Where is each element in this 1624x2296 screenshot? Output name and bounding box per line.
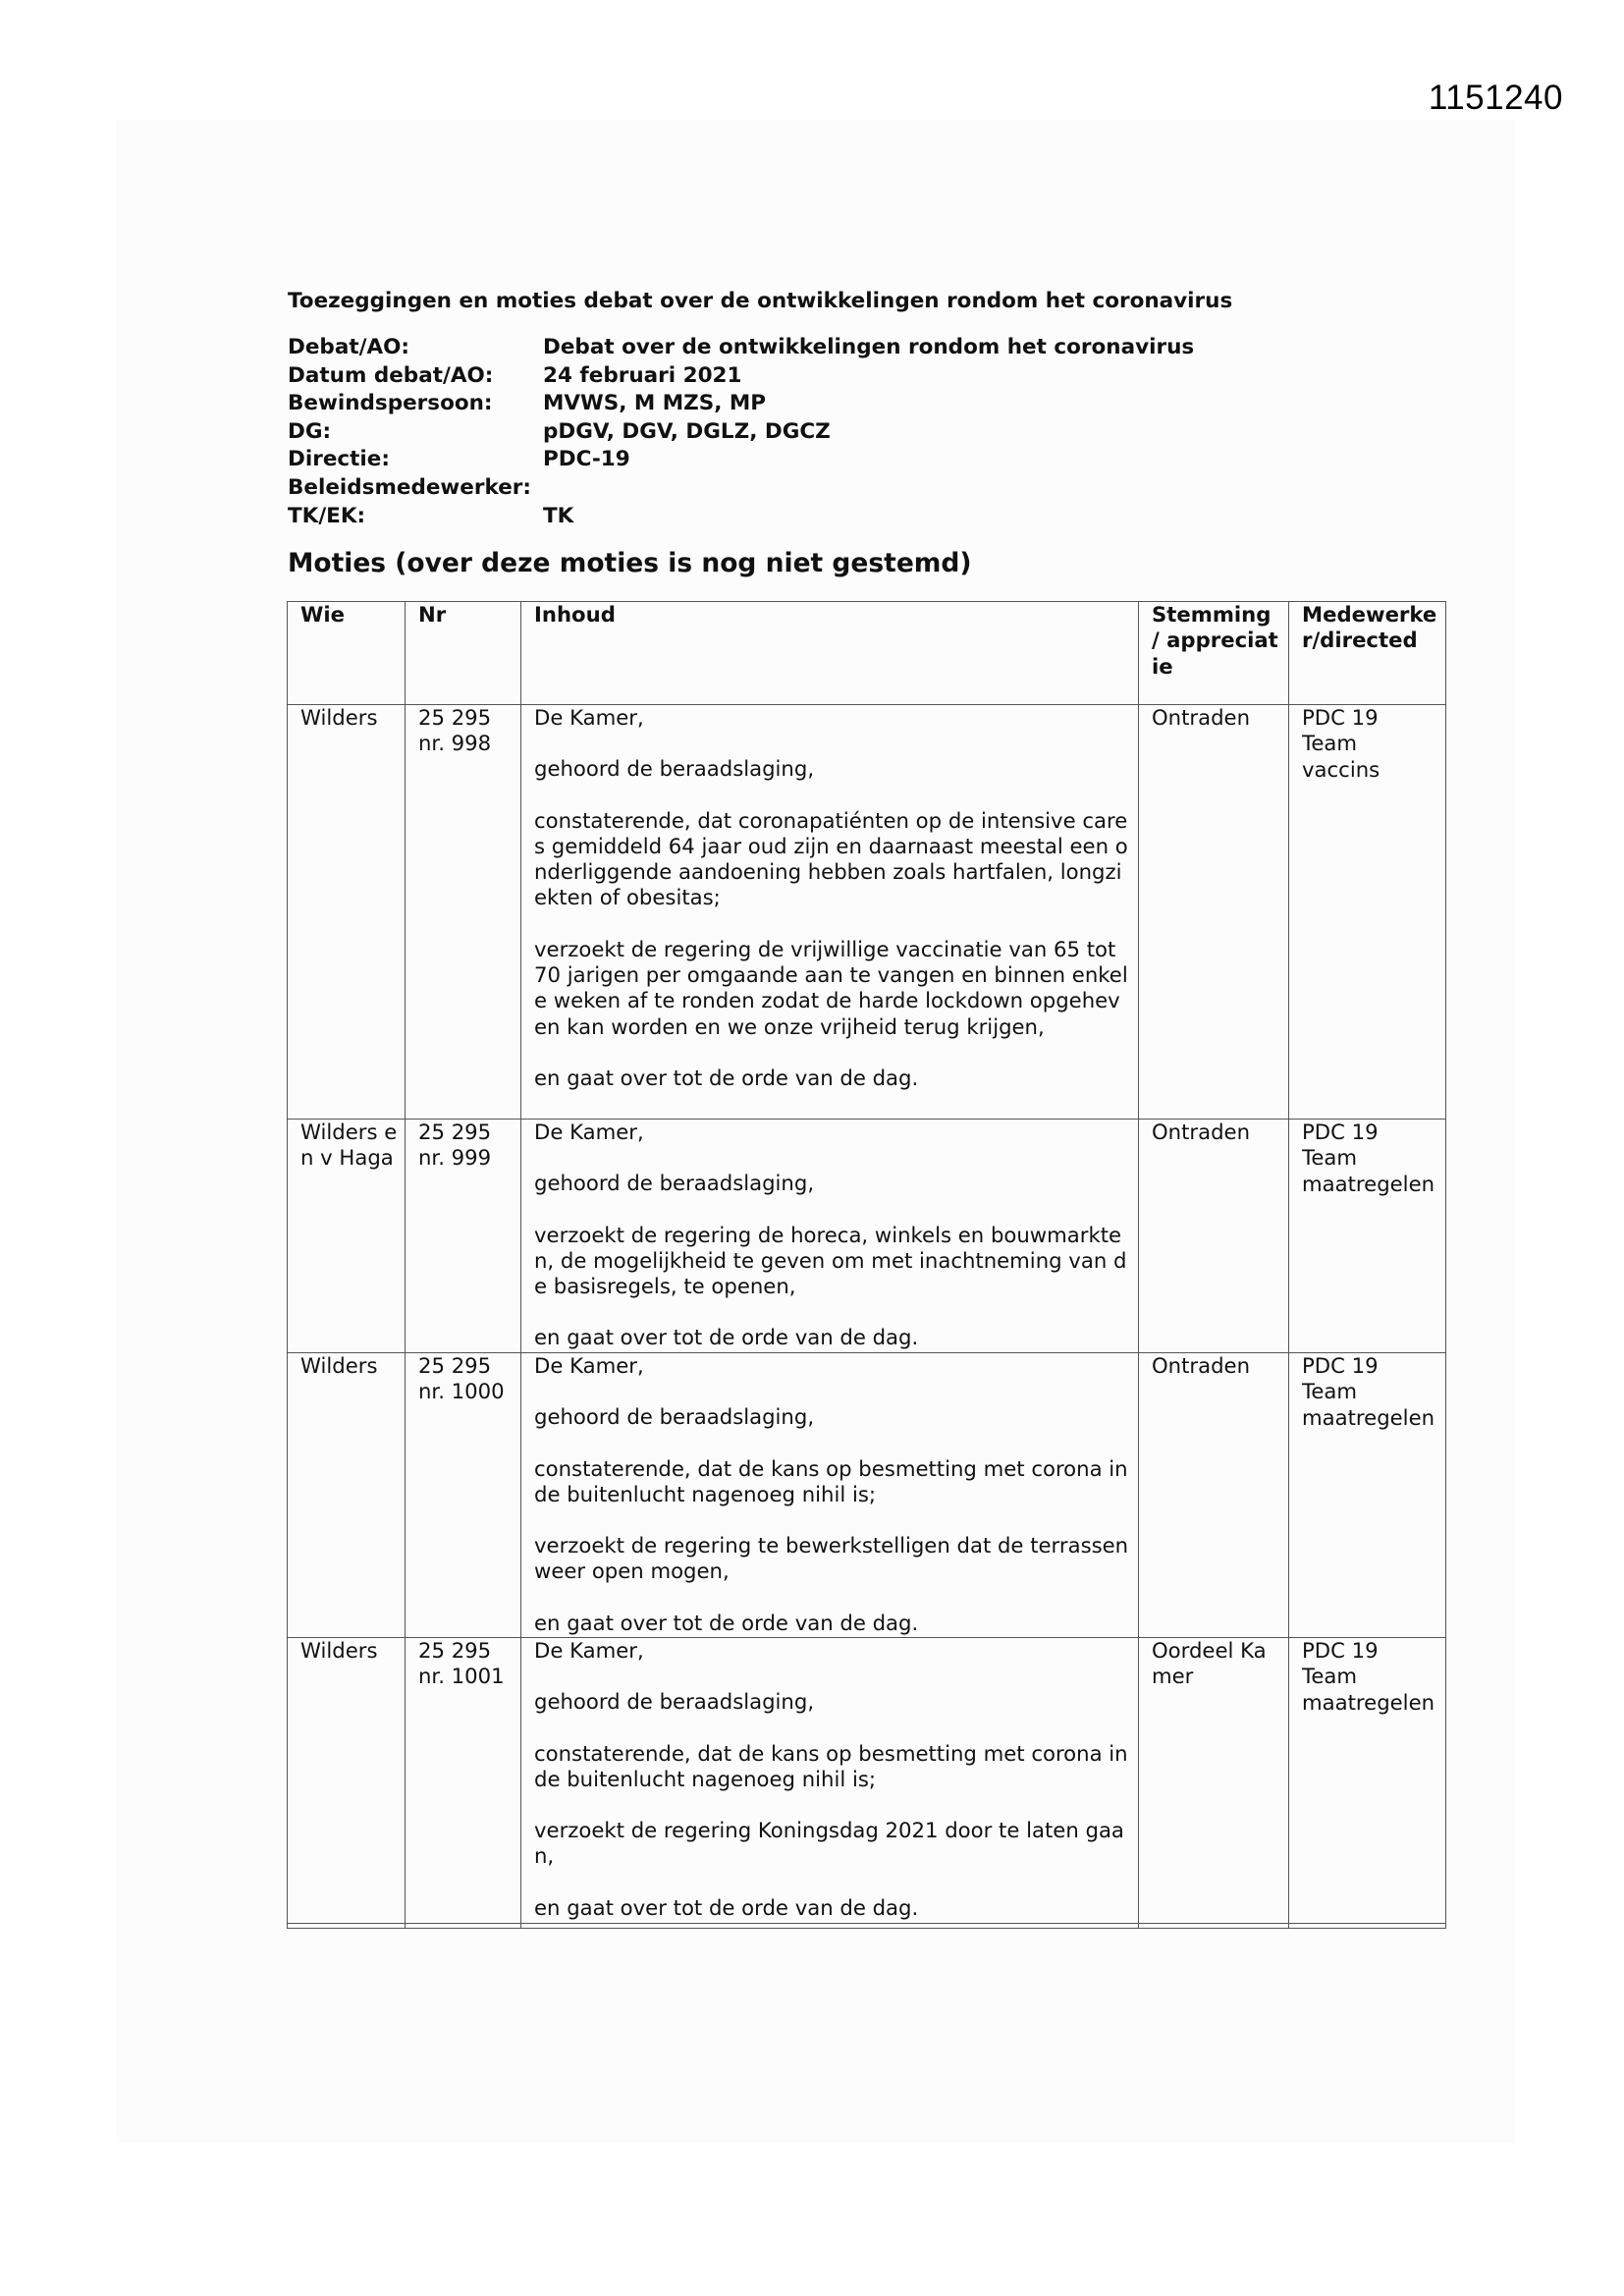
- cell-stemming: Oordeel Kamer: [1139, 1638, 1289, 1924]
- header-stemming: Stemming / appreciatie: [1139, 602, 1289, 705]
- nr-line: nr. 998: [418, 731, 492, 756]
- motion-paragraph: De Kamer,: [534, 705, 644, 730]
- meta-row-tkek: [288, 503, 1194, 531]
- table-row: [288, 1638, 1446, 1924]
- cell-empty: [288, 1924, 406, 1929]
- cell-stemming: Ontraden: [1139, 1353, 1289, 1638]
- motion-paragraph: verzoekt de regering Koningsdag 2021 door te laten gaan,: [534, 1818, 1124, 1869]
- cell-empty: [521, 1924, 1139, 1929]
- cell-medewerker: [1289, 1120, 1446, 1353]
- medewerker-line: maatregelen: [1302, 1689, 1435, 1715]
- motion-paragraph: gehoord de beraadslaging,: [534, 756, 815, 782]
- motion-paragraph: gehoord de beraadslaging,: [534, 1404, 815, 1430]
- medewerker-line: Team: [1302, 731, 1357, 756]
- cell-medewerker: [1289, 1353, 1446, 1638]
- motion-paragraph: constaterende, dat de kans op besmetting met corona in de buitenlucht nagenoeg nihil is;: [534, 1740, 1128, 1791]
- cell-inhoud: [521, 1120, 1139, 1353]
- header-medewerker: Medewerker/directed: [1289, 602, 1446, 705]
- document-id: 1151240: [1428, 79, 1563, 117]
- meta-label: Datum debat/AO:: [288, 362, 494, 388]
- cell-empty: [1289, 1924, 1446, 1929]
- meta-label: DG:: [288, 418, 332, 444]
- nr-line: 25 295: [418, 1353, 492, 1378]
- table-row-cutoff: [288, 1924, 1446, 1929]
- cell-nr: [406, 1353, 521, 1638]
- section-title: Moties (over deze moties is nog niet gestemd): [288, 548, 972, 578]
- cell-wie: Wilders: [288, 1638, 406, 1924]
- meta-row-datum: [288, 362, 1194, 391]
- nr-line: nr. 1000: [418, 1379, 505, 1404]
- motion-paragraph: verzoekt de regering te bewerkstelligen dat de terrassen weer open mogen,: [534, 1533, 1129, 1584]
- cell-stemming: Ontraden: [1139, 1120, 1289, 1353]
- header-wie: Wie: [288, 602, 406, 705]
- medewerker-line: PDC 19: [1302, 705, 1379, 730]
- motion-paragraph: gehoord de beraadslaging,: [534, 1171, 815, 1196]
- nr-line: 25 295: [418, 1638, 492, 1663]
- medewerker-line: PDC 19: [1302, 1120, 1379, 1144]
- nr-line: nr. 1001: [418, 1664, 505, 1689]
- meta-row-bewindspersoon: [288, 390, 1194, 418]
- meta-value: Debat over de ontwikkelingen rondom het coronavirus: [543, 335, 1195, 359]
- motion-paragraph: De Kamer,: [534, 1120, 644, 1144]
- nr-line: 25 295: [418, 1120, 492, 1144]
- meta-label: Directie:: [288, 447, 390, 472]
- meta-row-dg: [288, 418, 1194, 447]
- medewerker-line: maatregelen: [1302, 1404, 1435, 1430]
- meta-row-beleidsmedewerker: [288, 474, 1194, 503]
- medewerker-line: Team: [1302, 1379, 1357, 1404]
- document-title: Toezeggingen en moties debat over de ontwikkelingen rondom het coronavirus: [288, 289, 1233, 313]
- meta-value: PDC-19: [543, 447, 630, 472]
- meta-block: [288, 334, 1194, 530]
- cell-medewerker: [1289, 1638, 1446, 1924]
- motion-paragraph: en gaat over tot de orde van de dag.: [534, 1065, 919, 1090]
- meta-value: pDGV, DGV, DGLZ, DGCZ: [543, 418, 831, 444]
- nr-line: 25 295: [418, 705, 492, 730]
- meta-value: MVWS, M MZS, MP: [543, 391, 767, 416]
- motions-table: [287, 601, 1446, 1929]
- motion-paragraph: constaterende, dat de kans op besmetting met corona in de buitenlucht nagenoeg nihil is;: [534, 1455, 1128, 1506]
- cell-empty: [406, 1924, 521, 1929]
- meta-row-directie: [288, 446, 1194, 474]
- cell-wie: Wilders: [288, 705, 406, 1120]
- table-row: [288, 705, 1446, 1120]
- nr-line: nr. 999: [418, 1145, 492, 1171]
- motion-paragraph: De Kamer,: [534, 1638, 644, 1663]
- meta-label: TK/EK:: [288, 503, 366, 528]
- motion-paragraph: verzoekt de regering de vrijwillige vaccinatie van 65 tot 70 jarigen per omgaande aan te vangen en binnen enkele weken af te ronden zodat de harde lockdown opgeheven kan worden en we onze vrijheid terug krijgen,: [534, 936, 1128, 1039]
- motion-paragraph: en gaat over tot de orde van de dag.: [534, 1325, 919, 1350]
- header-inhoud: Inhoud: [521, 602, 1139, 705]
- motion-paragraph: en gaat over tot de orde van de dag.: [534, 1894, 919, 1920]
- motion-paragraph: verzoekt de regering de horeca, winkels en bouwmarkten, de mogelijkheid te geven om met inachtneming van de basisregels, te openen,: [534, 1222, 1127, 1299]
- medewerker-line: vaccins: [1302, 756, 1380, 782]
- meta-value: 24 februari 2021: [543, 362, 742, 388]
- motion-paragraph: en gaat over tot de orde van de dag.: [534, 1610, 919, 1635]
- header-nr: Nr: [406, 602, 521, 705]
- meta-label: Beleidsmedewerker:: [288, 474, 531, 500]
- medewerker-line: PDC 19: [1302, 1353, 1379, 1378]
- cell-wie: Wilders en v Haga: [288, 1120, 406, 1353]
- cell-empty: [1139, 1924, 1289, 1929]
- meta-row-debat: [288, 334, 1194, 362]
- motion-paragraph: gehoord de beraadslaging,: [534, 1689, 815, 1715]
- cell-nr: [406, 705, 521, 1120]
- medewerker-line: maatregelen: [1302, 1171, 1435, 1196]
- motion-paragraph: De Kamer,: [534, 1353, 644, 1378]
- motion-paragraph: constaterende, dat coronapatiénten op de intensive cares gemiddeld 64 jaar oud zijn en daarnaast meestal een onderliggende aandoening hebben zoals hartfalen, longziekten of obesitas;: [534, 807, 1128, 910]
- cell-inhoud: [521, 705, 1139, 1120]
- cell-inhoud: [521, 1353, 1139, 1638]
- table-row: [288, 1120, 1446, 1353]
- cell-stemming: Ontraden: [1139, 705, 1289, 1120]
- meta-label: Bewindspersoon:: [288, 391, 493, 416]
- cell-wie: Wilders: [288, 1353, 406, 1638]
- cell-nr: [406, 1120, 521, 1353]
- cell-inhoud: [521, 1638, 1139, 1924]
- cell-medewerker: [1289, 705, 1446, 1120]
- medewerker-line: PDC 19: [1302, 1638, 1379, 1663]
- table-header-row: [288, 602, 1446, 705]
- table-row: [288, 1353, 1446, 1638]
- meta-value: TK: [543, 503, 574, 528]
- medewerker-line: Team: [1302, 1145, 1357, 1171]
- cell-nr: [406, 1638, 521, 1924]
- meta-label: Debat/AO:: [288, 335, 409, 359]
- medewerker-line: Team: [1302, 1664, 1357, 1689]
